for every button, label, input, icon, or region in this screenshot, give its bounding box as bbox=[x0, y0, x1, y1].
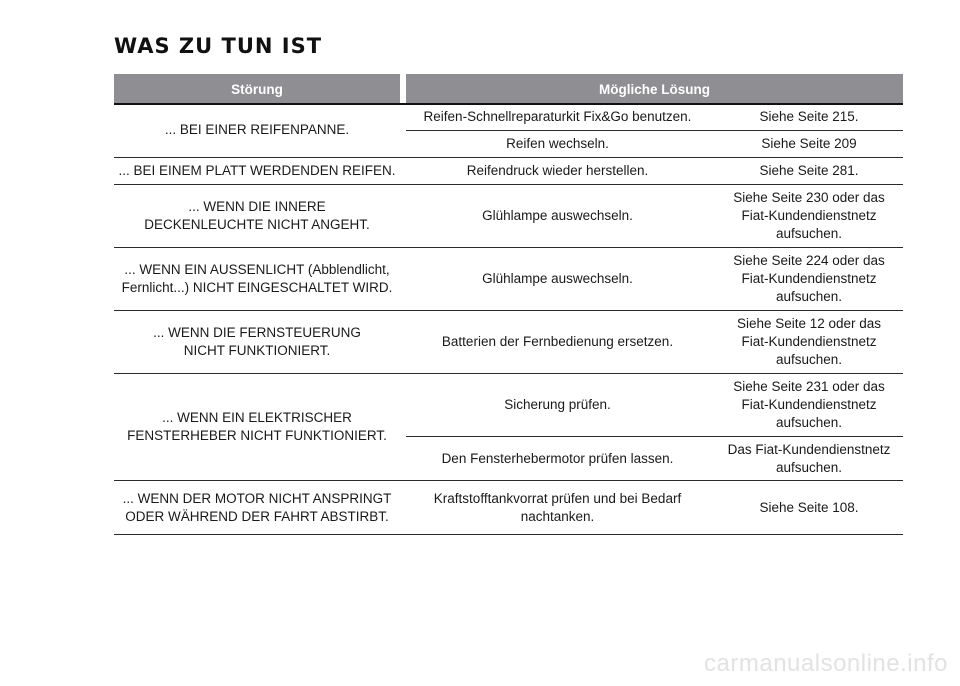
solution-action: Den Fensterhebermotor prüfen lassen. bbox=[441, 450, 674, 466]
solution-action: Glühlampe auswechseln. bbox=[482, 271, 633, 286]
problem-cell: ... BEI EINER REIFENPANNE. bbox=[164, 122, 350, 137]
solution-reference: Siehe Seite 281. bbox=[759, 163, 859, 178]
problem-cell: ... BEI EINEM PLATT WERDENDEN REIFEN. bbox=[118, 163, 396, 178]
watermark: carmanualsonline.info bbox=[704, 650, 948, 677]
solution-action: Sicherung prüfen. bbox=[504, 397, 611, 412]
problem-cell: ... WENN DIE FERNSTEUERUNG NICHT FUNKTIONIERT. bbox=[153, 325, 361, 358]
solution-reference: Siehe Seite 231 oder das Fiat-Kundendienstnetz aufsuchen. bbox=[733, 379, 885, 430]
solution-reference: Das Fiat-Kundendienstnetz aufsuchen. bbox=[727, 441, 891, 475]
solution-action: Kraftstofftankvorrat prüfen und bei Bedarf nachtanken. bbox=[433, 490, 682, 524]
header-stoerung: Störung bbox=[114, 74, 400, 104]
solution-action: Batterien der Fernbedienung ersetzen. bbox=[441, 334, 674, 349]
solution-action: Reifen-Schnellreparaturkit Fix&Go benutzen. bbox=[423, 109, 692, 124]
solution-action: Reifen wechseln. bbox=[506, 136, 609, 151]
solution-reference: Siehe Seite 224 oder das Fiat-Kundendienstnetz aufsuchen. bbox=[733, 253, 885, 304]
solution-reference: Siehe Seite 209 bbox=[761, 136, 857, 151]
problem-cell: ... WENN EIN AUSSENLICHT (Abblendlicht, Fernlicht...) NICHT EINGESCHALTET WIRD. bbox=[121, 262, 393, 295]
solution-reference: Siehe Seite 12 oder das Fiat-Kundendienstnetz aufsuchen. bbox=[736, 316, 882, 367]
header-loesung: Mögliche Lösung bbox=[406, 74, 903, 104]
page-title: WAS ZU TUN IST bbox=[114, 34, 323, 58]
solution-action: Glühlampe auswechseln. bbox=[482, 208, 633, 223]
problem-cell: ... WENN DER MOTOR NICHT ANSPRINGT ODER WÄHREND DER FAHRT ABSTIRBT. bbox=[122, 490, 392, 524]
problem-cell: ... WENN DIE INNERE DECKENLEUCHTE NICHT ANGEHT. bbox=[144, 199, 370, 232]
solution-reference: Siehe Seite 215. bbox=[759, 109, 859, 124]
solution-reference: Siehe Seite 108. bbox=[759, 499, 859, 515]
table-bottom-rule bbox=[114, 534, 903, 535]
solution-reference: Siehe Seite 230 oder das Fiat-Kundendienstnetz aufsuchen. bbox=[733, 190, 885, 241]
problem-cell: ... WENN EIN ELEKTRISCHER FENSTERHEBER NICHT FUNKTIONIERT. bbox=[127, 410, 387, 443]
solution-action: Reifendruck wieder herstellen. bbox=[466, 163, 649, 178]
